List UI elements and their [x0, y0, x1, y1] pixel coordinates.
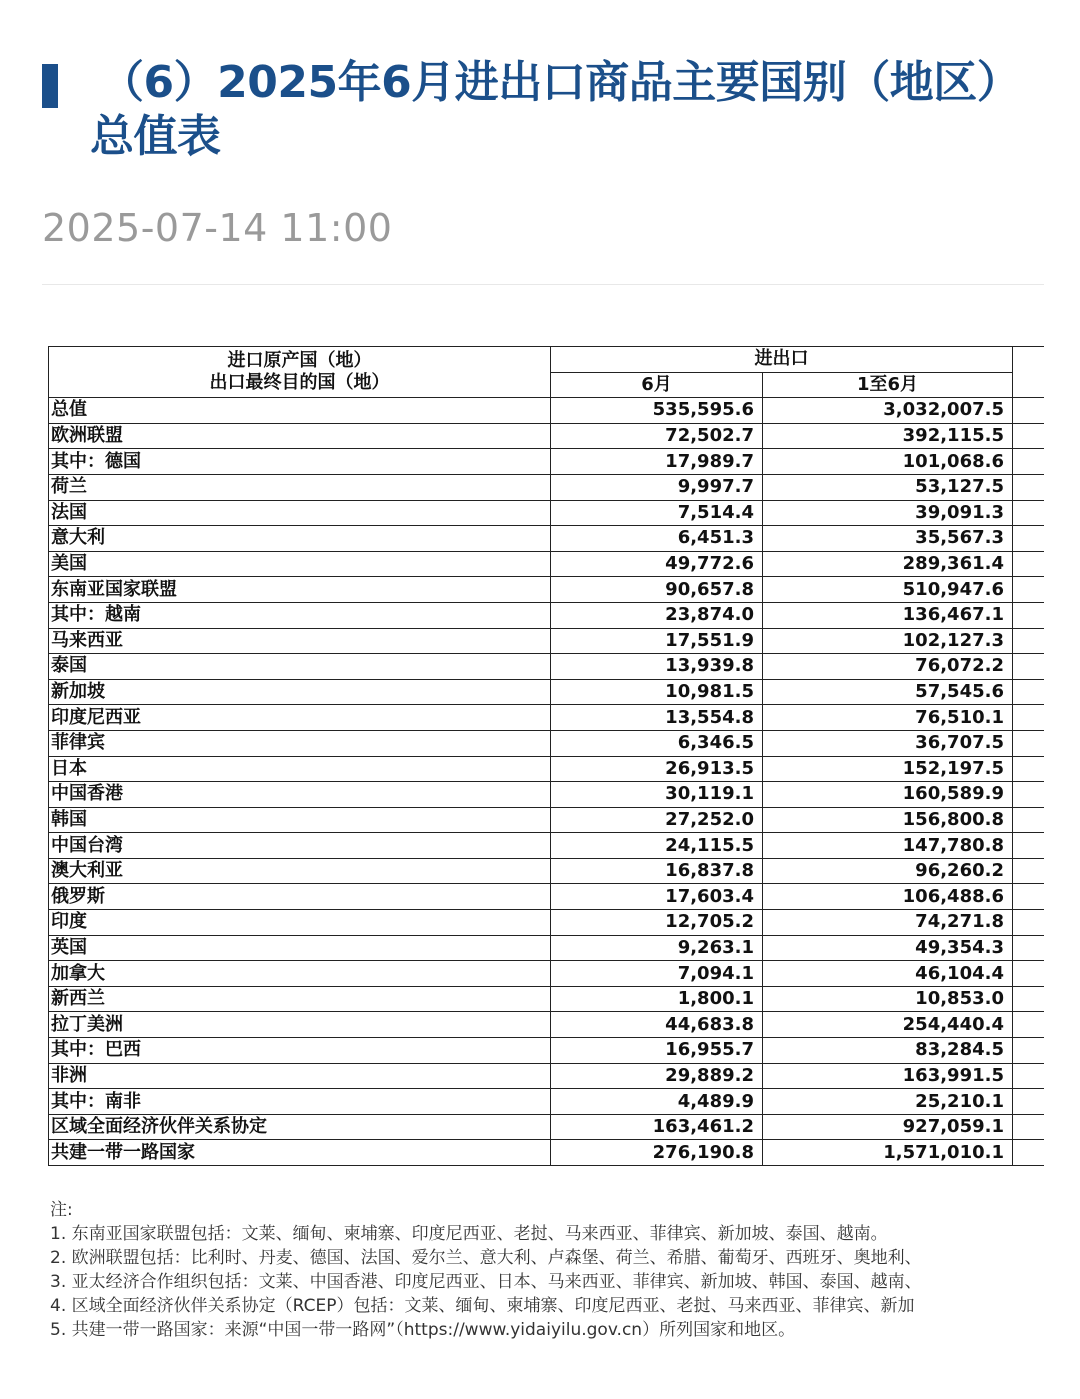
- table-row: [49, 705, 1045, 731]
- row-country: 中国香港: [49, 782, 551, 808]
- row-cut-cell: [1013, 935, 1045, 961]
- row-ytd-value: 36,707.5: [763, 730, 1013, 756]
- table-row: [49, 679, 1045, 705]
- row-month-value: 90,657.8: [551, 577, 763, 603]
- row-month-value: 44,683.8: [551, 1012, 763, 1038]
- row-month-value: 9,263.1: [551, 935, 763, 961]
- table-row: [49, 884, 1045, 910]
- row-cut-cell: [1013, 1089, 1045, 1115]
- table-row: [49, 654, 1045, 680]
- row-cut-cell: [1013, 1063, 1045, 1089]
- row-cut-cell: [1013, 858, 1045, 884]
- table-body: [49, 398, 1045, 1166]
- row-ytd-value: 927,059.1: [763, 1114, 1013, 1140]
- table-row: [49, 1089, 1045, 1115]
- row-month-value: 1,800.1: [551, 986, 763, 1012]
- page-title: [90, 56, 1050, 164]
- row-country: 荷兰: [49, 474, 551, 500]
- row-country: 韩国: [49, 807, 551, 833]
- table-row: [49, 756, 1045, 782]
- header-cut-column: [1013, 347, 1045, 398]
- row-cut-cell: [1013, 423, 1045, 449]
- row-country: 新加坡: [49, 679, 551, 705]
- table-row: [49, 1063, 1045, 1089]
- row-ytd-value: 102,127.3: [763, 628, 1013, 654]
- table-row: [49, 577, 1045, 603]
- row-cut-cell: [1013, 1012, 1045, 1038]
- header-month: 6月: [551, 372, 763, 398]
- table-row: [49, 474, 1045, 500]
- row-month-value: 12,705.2: [551, 910, 763, 936]
- row-ytd-value: 163,991.5: [763, 1063, 1013, 1089]
- row-month-value: 26,913.5: [551, 756, 763, 782]
- note-line: 5. 共建一带一路国家：来源“中国一带一路网”（https://www.yidaiyilu.gov.cn）所列国家和地区。: [50, 1320, 796, 1340]
- row-month-value: 17,989.7: [551, 449, 763, 475]
- row-country: 非洲: [49, 1063, 551, 1089]
- row-ytd-value: 49,354.3: [763, 935, 1013, 961]
- row-cut-cell: [1013, 833, 1045, 859]
- row-cut-cell: [1013, 526, 1045, 552]
- row-country: 拉丁美洲: [49, 1012, 551, 1038]
- row-ytd-value: 35,567.3: [763, 526, 1013, 552]
- table-row: [49, 1038, 1045, 1064]
- trade-table: [48, 346, 1044, 1166]
- row-month-value: 17,603.4: [551, 884, 763, 910]
- row-country: 法国: [49, 500, 551, 526]
- table-row: [49, 833, 1045, 859]
- row-cut-cell: [1013, 679, 1045, 705]
- row-cut-cell: [1013, 705, 1045, 731]
- table-row: [49, 730, 1045, 756]
- row-ytd-value: 39,091.3: [763, 500, 1013, 526]
- row-cut-cell: [1013, 986, 1045, 1012]
- header-country-line-2: 出口最终目的国（地）: [209, 372, 390, 394]
- row-country: 美国: [49, 551, 551, 577]
- row-ytd-value: 289,361.4: [763, 551, 1013, 577]
- row-country: 中国台湾: [49, 833, 551, 859]
- table-row: [49, 449, 1045, 475]
- row-cut-cell: [1013, 910, 1045, 936]
- header-ytd: 1至6月: [763, 372, 1013, 398]
- row-month-value: 13,554.8: [551, 705, 763, 731]
- table-row: [49, 551, 1045, 577]
- row-ytd-value: 101,068.6: [763, 449, 1013, 475]
- row-cut-cell: [1013, 449, 1045, 475]
- row-cut-cell: [1013, 602, 1045, 628]
- row-country: 其中：德国: [49, 449, 551, 475]
- table-row: [49, 807, 1045, 833]
- row-country: 新西兰: [49, 986, 551, 1012]
- row-month-value: 163,461.2: [551, 1114, 763, 1140]
- row-cut-cell: [1013, 398, 1045, 424]
- row-ytd-value: 46,104.4: [763, 961, 1013, 987]
- row-month-value: 535,595.6: [551, 398, 763, 424]
- row-cut-cell: [1013, 654, 1045, 680]
- row-cut-cell: [1013, 756, 1045, 782]
- row-country: 共建一带一路国家: [49, 1140, 551, 1166]
- table-row: [49, 423, 1045, 449]
- row-country: 泰国: [49, 654, 551, 680]
- row-month-value: 16,955.7: [551, 1038, 763, 1064]
- publish-date: 2025-07-14 11:00: [42, 206, 393, 250]
- row-month-value: 9,997.7: [551, 474, 763, 500]
- table-row: [49, 526, 1045, 552]
- title-line-2: 总值表: [90, 111, 221, 162]
- row-ytd-value: 10,853.0: [763, 986, 1013, 1012]
- row-country: 区域全面经济伙伴关系协定: [49, 1114, 551, 1140]
- row-country: 其中：越南: [49, 602, 551, 628]
- row-country: 日本: [49, 756, 551, 782]
- title-line-1: （6）2025年6月进出口商品主要国别（地区）: [100, 57, 1021, 108]
- row-cut-cell: [1013, 1038, 1045, 1064]
- row-month-value: 6,451.3: [551, 526, 763, 552]
- row-country: 澳大利亚: [49, 858, 551, 884]
- row-country: 加拿大: [49, 961, 551, 987]
- row-country: 印度尼西亚: [49, 705, 551, 731]
- row-ytd-value: 254,440.4: [763, 1012, 1013, 1038]
- row-country: 马来西亚: [49, 628, 551, 654]
- divider: [42, 284, 1044, 285]
- row-country: 英国: [49, 935, 551, 961]
- note-line: 3. 亚太经济合作组织包括：文莱、中国香港、印度尼西亚、日本、马来西亚、菲律宾、新加坡、韩国、泰国、越南、: [50, 1272, 922, 1292]
- title-accent-bar: [42, 64, 58, 108]
- row-ytd-value: 57,545.6: [763, 679, 1013, 705]
- table-row: [49, 500, 1045, 526]
- table-row: [49, 910, 1045, 936]
- row-ytd-value: 25,210.1: [763, 1089, 1013, 1115]
- row-country: 意大利: [49, 526, 551, 552]
- row-month-value: 29,889.2: [551, 1063, 763, 1089]
- note-line: 注:: [50, 1200, 73, 1220]
- row-country: 印度: [49, 910, 551, 936]
- table-row: [49, 986, 1045, 1012]
- note-line: 4. 区域全面经济伙伴关系协定（RCEP）包括：文莱、缅甸、柬埔寨、印度尼西亚、老挝、马来西亚、菲律宾、新加: [50, 1296, 915, 1316]
- row-country: 俄罗斯: [49, 884, 551, 910]
- data-table-container[interactable]: [48, 346, 1044, 1166]
- row-ytd-value: 106,488.6: [763, 884, 1013, 910]
- row-cut-cell: [1013, 730, 1045, 756]
- row-country: 东南亚国家联盟: [49, 577, 551, 603]
- row-ytd-value: 136,467.1: [763, 602, 1013, 628]
- row-month-value: 23,874.0: [551, 602, 763, 628]
- row-month-value: 7,514.4: [551, 500, 763, 526]
- row-ytd-value: 96,260.2: [763, 858, 1013, 884]
- note-line: 2. 欧洲联盟包括：比利时、丹麦、德国、法国、爱尔兰、意大利、卢森堡、荷兰、希腊、葡萄牙、西班牙、奥地利、: [50, 1248, 922, 1268]
- row-cut-cell: [1013, 577, 1045, 603]
- row-month-value: 13,939.8: [551, 654, 763, 680]
- table-row: [49, 1140, 1045, 1166]
- row-cut-cell: [1013, 551, 1045, 577]
- row-month-value: 72,502.7: [551, 423, 763, 449]
- row-month-value: 10,981.5: [551, 679, 763, 705]
- row-month-value: 276,190.8: [551, 1140, 763, 1166]
- row-cut-cell: [1013, 500, 1045, 526]
- header-country: [49, 347, 551, 398]
- row-ytd-value: 510,947.6: [763, 577, 1013, 603]
- row-country: 总值: [49, 398, 551, 424]
- row-ytd-value: 156,800.8: [763, 807, 1013, 833]
- row-month-value: 7,094.1: [551, 961, 763, 987]
- row-month-value: 30,119.1: [551, 782, 763, 808]
- table-row: [49, 935, 1045, 961]
- notes: [50, 1198, 1044, 1342]
- row-month-value: 16,837.8: [551, 858, 763, 884]
- row-cut-cell: [1013, 474, 1045, 500]
- row-ytd-value: 74,271.8: [763, 910, 1013, 936]
- row-country: 其中：巴西: [49, 1038, 551, 1064]
- row-month-value: 6,346.5: [551, 730, 763, 756]
- row-cut-cell: [1013, 1114, 1045, 1140]
- row-ytd-value: 53,127.5: [763, 474, 1013, 500]
- row-month-value: 49,772.6: [551, 551, 763, 577]
- row-cut-cell: [1013, 884, 1045, 910]
- header-import-export: 进出口: [551, 347, 1013, 373]
- row-ytd-value: 76,510.1: [763, 705, 1013, 731]
- row-ytd-value: 3,032,007.5: [763, 398, 1013, 424]
- row-country: 欧洲联盟: [49, 423, 551, 449]
- row-ytd-value: 160,589.9: [763, 782, 1013, 808]
- table-row: [49, 398, 1045, 424]
- row-ytd-value: 152,197.5: [763, 756, 1013, 782]
- table-row: [49, 782, 1045, 808]
- row-country: 菲律宾: [49, 730, 551, 756]
- row-ytd-value: 76,072.2: [763, 654, 1013, 680]
- row-cut-cell: [1013, 628, 1045, 654]
- row-cut-cell: [1013, 807, 1045, 833]
- table-row: [49, 858, 1045, 884]
- row-ytd-value: 1,571,010.1: [763, 1140, 1013, 1166]
- note-line: 1. 东南亚国家联盟包括：文莱、缅甸、柬埔寨、印度尼西亚、老挝、马来西亚、菲律宾、新加坡、泰国、越南。: [50, 1224, 888, 1244]
- table-row: [49, 1012, 1045, 1038]
- row-country: 其中：南非: [49, 1089, 551, 1115]
- row-month-value: 27,252.0: [551, 807, 763, 833]
- table-row: [49, 961, 1045, 987]
- row-cut-cell: [1013, 961, 1045, 987]
- row-month-value: 4,489.9: [551, 1089, 763, 1115]
- row-ytd-value: 147,780.8: [763, 833, 1013, 859]
- table-row: [49, 1114, 1045, 1140]
- row-month-value: 24,115.5: [551, 833, 763, 859]
- row-ytd-value: 392,115.5: [763, 423, 1013, 449]
- table-row: [49, 602, 1045, 628]
- row-month-value: 17,551.9: [551, 628, 763, 654]
- header-country-line-1: 进口原产国（地）: [227, 350, 372, 372]
- row-cut-cell: [1013, 1140, 1045, 1166]
- table-row: [49, 628, 1045, 654]
- row-ytd-value: 83,284.5: [763, 1038, 1013, 1064]
- row-cut-cell: [1013, 782, 1045, 808]
